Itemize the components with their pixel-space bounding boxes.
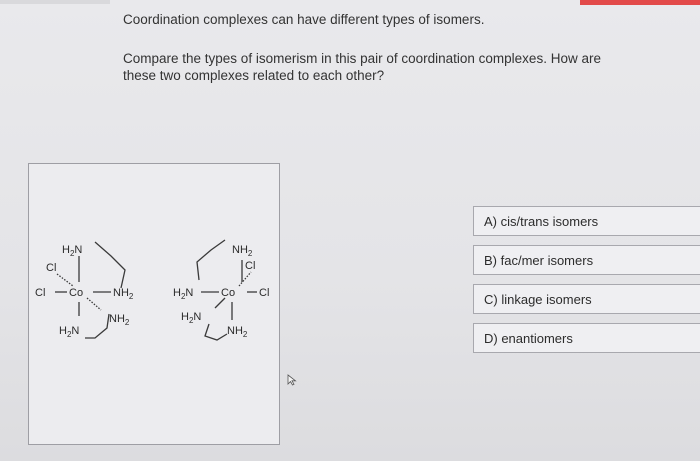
- choice-b[interactable]: [473, 245, 700, 275]
- left-nh2-lower: $NH_2$: [109, 313, 130, 327]
- left-h2n-top: $H_2N$: [62, 244, 83, 258]
- top-bar: [0, 0, 700, 6]
- choice-b-label: B) fac/mer isomers: [484, 252, 594, 268]
- right-nh2-top: $NH_2$: [232, 244, 253, 258]
- choice-d-label: D) enantiomers: [484, 330, 573, 346]
- left-nh2-right: $NH_2$: [113, 287, 134, 301]
- top-bar-accent: [580, 0, 700, 5]
- right-h2n-lower: $H_2N$: [181, 311, 202, 325]
- question-text: Compare the types of isomerism in this pair of coordination complexes. How are these two complexes related to each other?: [123, 51, 601, 83]
- page-heading: Coordination complexes can have different types of isomers.: [123, 12, 485, 27]
- choice-c[interactable]: [473, 284, 700, 314]
- mouse-pointer-icon: [287, 373, 297, 391]
- left-complex-labels: [35, 244, 134, 339]
- left-cl: Cl: [35, 287, 46, 299]
- choice-a-label: A) cis/trans isomers: [484, 213, 599, 229]
- right-h2n-left: $H_2N$: [173, 287, 194, 301]
- left-cl-wedge: Cl: [46, 262, 57, 274]
- right-metal: Co: [221, 287, 236, 299]
- right-cl: Cl: [259, 287, 270, 299]
- answer-choices: [473, 206, 700, 362]
- right-cl-hash: Cl: [245, 260, 256, 272]
- top-bar-left: [0, 0, 110, 4]
- left-metal: Co: [69, 287, 84, 299]
- right-nh2-bottom: $NH_2$: [227, 325, 248, 339]
- left-h2n-bottom: $H_2N$: [59, 325, 80, 339]
- complex-drawing: [29, 164, 281, 446]
- choice-c-label: C) linkage isomers: [484, 291, 592, 307]
- choice-d[interactable]: [473, 323, 700, 353]
- choice-a[interactable]: [473, 206, 700, 236]
- complex-figure: [28, 163, 280, 445]
